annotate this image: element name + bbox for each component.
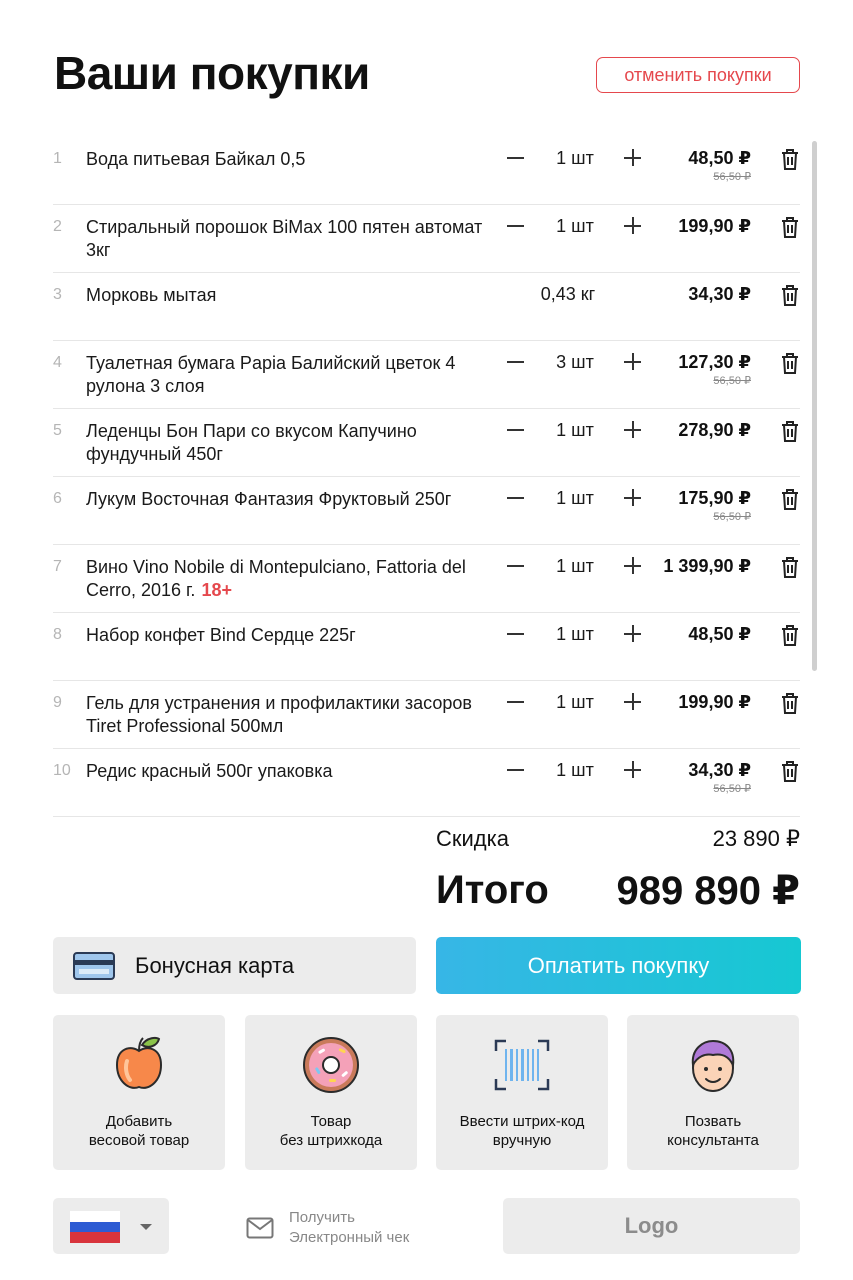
item-name-text: Леденцы Бон Пари со вкусом Капучино фундучный 450г [86, 421, 417, 464]
cancel-purchase-button[interactable]: отменить покупки [596, 57, 800, 93]
item-old-price: 56,50 ₽ [713, 171, 751, 183]
tile-label [53, 1112, 225, 1150]
trash-icon[interactable] [778, 351, 802, 375]
bonus-card-button[interactable] [53, 937, 416, 994]
trash-icon[interactable] [778, 419, 802, 443]
item-name [86, 488, 486, 511]
decrease-quantity-button[interactable] [503, 418, 527, 442]
item-without-barcode-tile[interactable] [245, 1015, 417, 1170]
item-name-text: Туалетная бумага Papia Балийский цветок 4 рулона 3 слоя [86, 353, 456, 396]
trash-icon[interactable] [778, 691, 802, 715]
item-name-text: Лукум Восточная Фантазия Фруктовый 250г [86, 489, 452, 509]
item-quantity: 1 шт [556, 692, 594, 712]
apple-icon [109, 1035, 169, 1095]
item-price: 48,50 ₽ [688, 624, 751, 644]
cart-item-row [53, 341, 800, 409]
item-name [86, 420, 486, 466]
item-price: 175,90 ₽ [678, 488, 751, 508]
item-price: 34,30 ₽ [688, 760, 751, 780]
item-old-price: 56,50 ₽ [713, 783, 751, 795]
email-receipt-button[interactable] [246, 1208, 409, 1248]
cart-item-row [53, 409, 800, 477]
cart-item-row [53, 205, 800, 273]
item-name-text: Редис красный 500г упаковка [86, 761, 333, 781]
cart-list [53, 137, 800, 817]
mail-icon [246, 1217, 274, 1239]
bonus-card-label: Бонусная карта [135, 952, 295, 978]
item-quantity: 1 шт [556, 216, 594, 236]
tile-label-line: весовой товар [88, 1132, 190, 1149]
item-price: 34,30 ₽ [688, 284, 751, 304]
item-price: 48,50 ₽ [688, 148, 751, 168]
tile-label-line: вручную [492, 1132, 552, 1149]
tile-label [627, 1112, 799, 1150]
receipt-line-1: Получить [289, 1209, 355, 1226]
item-old-price: 56,50 ₽ [713, 375, 751, 387]
item-quantity: 1 шт [556, 488, 594, 508]
age-restriction-badge: 18+ [201, 580, 232, 600]
item-quantity: 0,43 кг [540, 284, 596, 304]
pay-button[interactable]: Оплатить покупку [436, 937, 801, 994]
item-number: 6 [53, 490, 62, 507]
item-name [86, 216, 486, 262]
barcode-scan-icon [492, 1035, 552, 1095]
item-name-text: Вино Vino Nobile di Montepulciano, Fattoria del Cerro, 2016 г. [86, 557, 466, 600]
item-quantity: 1 шт [556, 760, 594, 780]
item-quantity: 3 шт [556, 352, 594, 372]
consultant-icon [683, 1035, 743, 1095]
trash-icon[interactable] [778, 147, 802, 171]
store-logo: Logo [503, 1198, 800, 1254]
tile-label [245, 1112, 417, 1150]
russia-flag-icon [70, 1211, 120, 1243]
item-number: 5 [53, 422, 62, 439]
item-name-text: Морковь мытая [86, 285, 217, 305]
decrease-quantity-button[interactable] [503, 554, 527, 578]
page-title: Ваши покупки [54, 47, 370, 99]
decrease-quantity-button[interactable] [503, 758, 527, 782]
item-number: 8 [53, 626, 62, 643]
cart-item-row [53, 273, 800, 341]
item-price: 1 399,90 ₽ [663, 556, 751, 576]
cart-item-row [53, 749, 800, 817]
tile-label [436, 1112, 608, 1150]
credit-card-icon [73, 952, 115, 980]
item-number: 1 [53, 150, 62, 167]
language-selector[interactable] [53, 1198, 169, 1254]
decrease-quantity-button[interactable] [503, 350, 527, 374]
item-number: 3 [53, 286, 62, 303]
decrease-quantity-button[interactable] [503, 486, 527, 510]
item-name-text: Стиральный порошок BiMax 100 пятен автомат 3кг [86, 217, 483, 260]
total-label: Итого [436, 868, 549, 912]
tile-label-line: без штрихкода [279, 1132, 383, 1149]
item-old-price: 56,50 ₽ [713, 511, 751, 523]
trash-icon[interactable] [778, 487, 802, 511]
trash-icon[interactable] [778, 759, 802, 783]
tile-label-line: консультанта [667, 1132, 759, 1149]
tile-label-line: Товар [310, 1113, 352, 1130]
decrease-quantity-button[interactable] [503, 622, 527, 646]
trash-icon[interactable] [778, 555, 802, 579]
item-name [86, 556, 486, 602]
total-value: 989 890 ₽ [616, 869, 800, 913]
trash-icon[interactable] [778, 215, 802, 239]
enter-barcode-tile[interactable] [436, 1015, 608, 1170]
item-price: 199,90 ₽ [678, 216, 751, 236]
item-name [86, 624, 486, 647]
item-number: 10 [53, 762, 71, 779]
tile-label-line: Добавить [105, 1113, 173, 1130]
list-scrollbar[interactable] [812, 141, 817, 671]
item-quantity: 1 шт [556, 420, 594, 440]
item-quantity: 1 шт [556, 148, 594, 168]
add-weighted-item-tile[interactable] [53, 1015, 225, 1170]
tile-label-line: Ввести штрих-код [459, 1113, 585, 1130]
item-name [86, 284, 486, 307]
item-number: 9 [53, 694, 62, 711]
item-name [86, 148, 486, 171]
item-name-text: Набор конфет Bind Сердце 225г [86, 625, 356, 645]
decrease-quantity-button[interactable] [503, 690, 527, 714]
item-price: 127,30 ₽ [678, 352, 751, 372]
item-name [86, 692, 486, 738]
cart-item-row [53, 137, 800, 205]
decrease-quantity-button[interactable] [503, 146, 527, 170]
call-consultant-tile[interactable] [627, 1015, 799, 1170]
donut-icon [301, 1035, 361, 1095]
discount-value: 23 890 ₽ [712, 826, 800, 851]
item-number: 7 [53, 558, 62, 575]
chevron-down-icon [140, 1224, 152, 1230]
cart-item-row [53, 477, 800, 545]
discount-label: Скидка [436, 826, 509, 851]
item-number: 4 [53, 354, 62, 371]
item-price: 278,90 ₽ [678, 420, 751, 440]
item-price: 199,90 ₽ [678, 692, 751, 712]
item-number: 2 [53, 218, 62, 235]
cart-item-row [53, 545, 800, 613]
tile-label-line: Позвать [684, 1113, 742, 1130]
decrease-quantity-button[interactable] [503, 214, 527, 238]
receipt-label [289, 1208, 409, 1248]
item-quantity: 1 шт [556, 624, 594, 644]
cart-item-row [53, 681, 800, 749]
cart-item-row [53, 613, 800, 681]
trash-icon[interactable] [778, 623, 802, 647]
item-name [86, 760, 486, 783]
item-name-text: Гель для устранения и профилактики засоров Tiret Professional 500мл [86, 693, 472, 736]
item-quantity: 1 шт [556, 556, 594, 576]
receipt-line-2: Электронный чек [289, 1229, 410, 1246]
trash-icon[interactable] [778, 283, 802, 307]
item-name-text: Вода питьевая Байкал 0,5 [86, 149, 306, 169]
item-name [86, 352, 486, 398]
